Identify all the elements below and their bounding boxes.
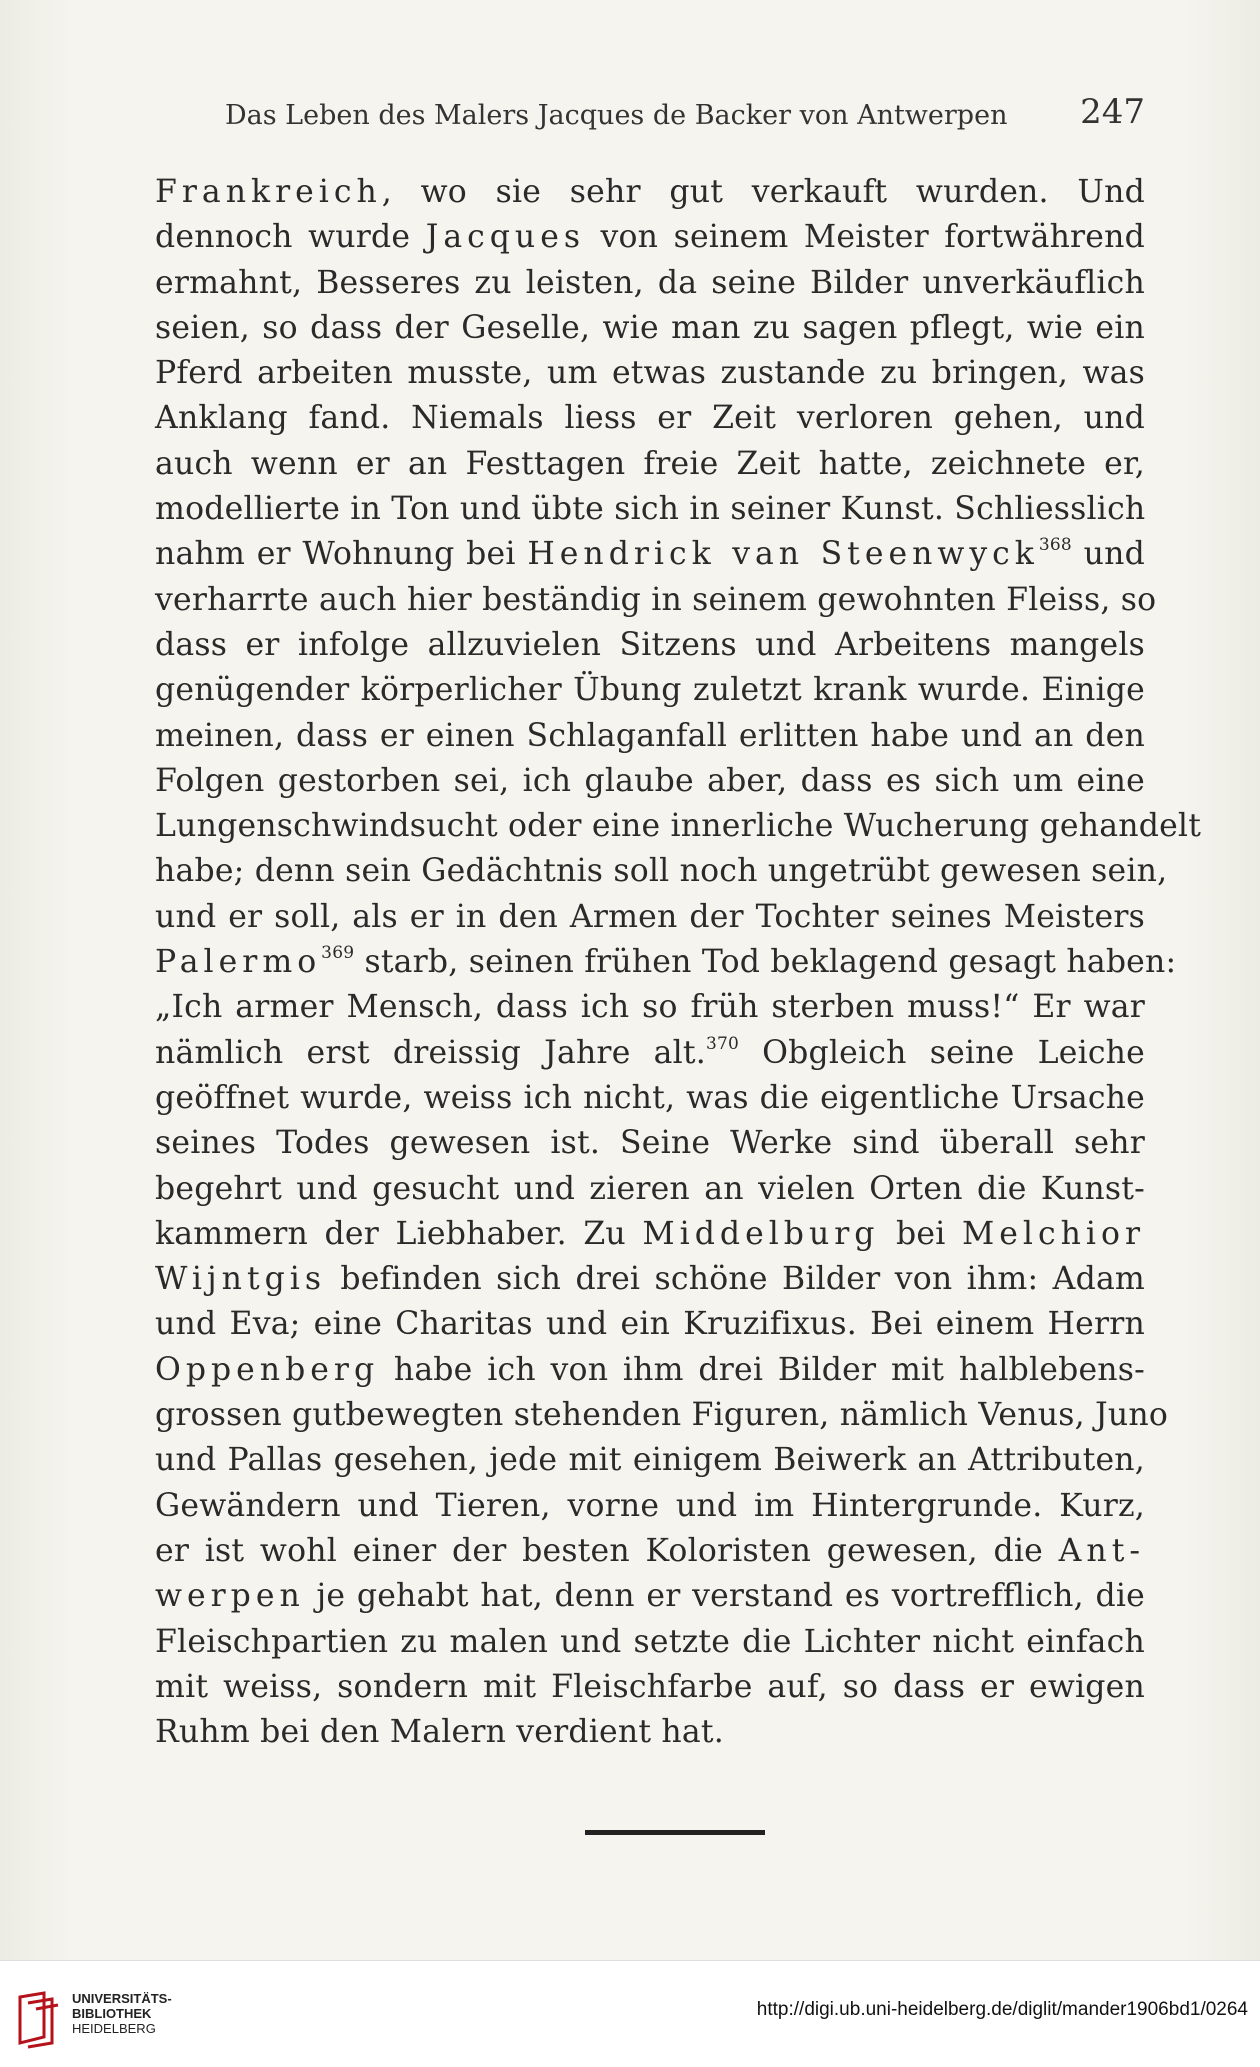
source-url-link[interactable]: http://digi.ub.uni-heidelberg.de/diglit/mander1906bd1/0264 [756,1999,1248,2020]
text-line: Lungenschwindsucht oder eine innerliche Wucherung gehandelt [155,808,1202,845]
ub-heidelberg-logo-icon [14,1989,62,2049]
text-line: dass er infolge allzuvielen Sitzens und Arbeitens mangels [155,626,1145,663]
text-line: meinen, dass er einen Schlaganfall erlitten habe und an den [155,717,1145,754]
text-line: grossen gutbewegten stehenden Figuren, nämlich Venus, Juno [155,1397,1168,1434]
text-line: Palermo$^{369}$ starb, seinen frühen Tod beklagend gesagt haben: [155,943,1177,981]
text-line: Gewändern und Tieren, vorne und im Hintergrunde. Kurz, [155,1487,1145,1524]
text-line: modellierte in Ton und übte sich in seiner Kunst. Schliesslich [155,491,1146,528]
text-line: geöffnet wurde, weiss ich nicht, was die eigentliche Ursache [155,1079,1145,1116]
text-line: Frankreich, wo sie sehr gut verkauft wurden. Und [155,174,1145,210]
text-line: werpen je gehabt hat, denn er verstand es vortrefflich, die [155,1578,1145,1615]
footnote-ref: 369 [321,943,355,964]
body-text [155,170,1202,1755]
text-line: Pferd arbeiten musste, um etwas zustande zu bringen, was [155,355,1145,392]
text-line: genügender körperlicher Übung zuletzt krank wurde. Einige [155,672,1145,709]
text-line: begehrt und gesucht und zieren an vielen Orten die Kunst- [155,1170,1145,1207]
page-number: 247 [1080,92,1145,132]
text-line: seien, so dass der Geselle, wie man zu sagen pflegt, wie ein [155,309,1145,346]
text-line: Wijntgis befinden sich drei schöne Bilder von ihm: Adam [155,1261,1145,1298]
running-head [225,88,1145,138]
text-line: nämlich erst dreissig Jahre alt.$^{370}$ Obgleich seine Leiche [155,1033,1146,1071]
text-line: und Eva; eine Charitas und ein Kruzifixus. Bei einem Herrn [155,1306,1145,1343]
text-line: Oppenberg habe ich von ihm drei Bilder mit halblebens- [155,1351,1145,1388]
text-line: kammern der Liebhaber. Zu Middelburg bei Melchior [155,1215,1145,1252]
text-line: Ruhm bei den Malern verdient hat. [155,1714,724,1751]
text-line: habe; denn sein Gedächtnis soll noch ungetrübt gewesen sein, [155,853,1168,890]
footnote-ref: 368 [1038,535,1072,556]
text-line: Folgen gestorben sei, ich glaube aber, dass es sich um eine [155,762,1145,799]
text-line: dennoch wurde Jacques von seinem Meister fortwährend [155,219,1146,256]
digitization-footer [0,1960,1260,2067]
text-line: Fleischpartien zu malen und setzte die Lichter nicht einfach [155,1623,1145,1660]
footnote-ref: 370 [705,1033,740,1054]
text-line: Anklang fand. Niemals liess er Zeit verloren gehen, und [155,400,1145,437]
library-name: UNIVERSITÄTS- BIBLIOTHEK HEIDELBERG [72,1991,172,2036]
text-line: ermahnt, Besseres zu leisten, da seine Bilder unverkäuflich [155,264,1145,301]
text-line: mit weiss, sondern mit Fleischfarbe auf, so dass er ewigen [155,1668,1145,1705]
end-rule [585,1830,765,1835]
text-line: seines Todes gewesen ist. Seine Werke sind überall sehr [155,1125,1145,1162]
text-line: nahm er Wohnung bei Hendrick van Steenwyck$^{368}$ und [155,535,1145,573]
text-line: verharrte auch hier beständig in seinem gewohnten Fleiss, so [155,581,1157,618]
text-line: „Ich armer Mensch, dass ich so früh sterben muss!“ Er war [155,989,1145,1026]
text-line: und er soll, als er in den Armen der Tochter seines Meisters [155,898,1145,935]
text-line: auch wenn er an Festtagen freie Zeit hatte, zeichnete er, [155,445,1145,482]
text-line: er ist wohl einer der besten Koloristen gewesen, die Ant- [155,1532,1145,1569]
running-title: Das Leben des Malers Jacques de Backer von Antwerpen [225,100,1008,131]
text-line: und Pallas gesehen, jede mit einigem Beiwerk an Attributen, [155,1442,1145,1479]
